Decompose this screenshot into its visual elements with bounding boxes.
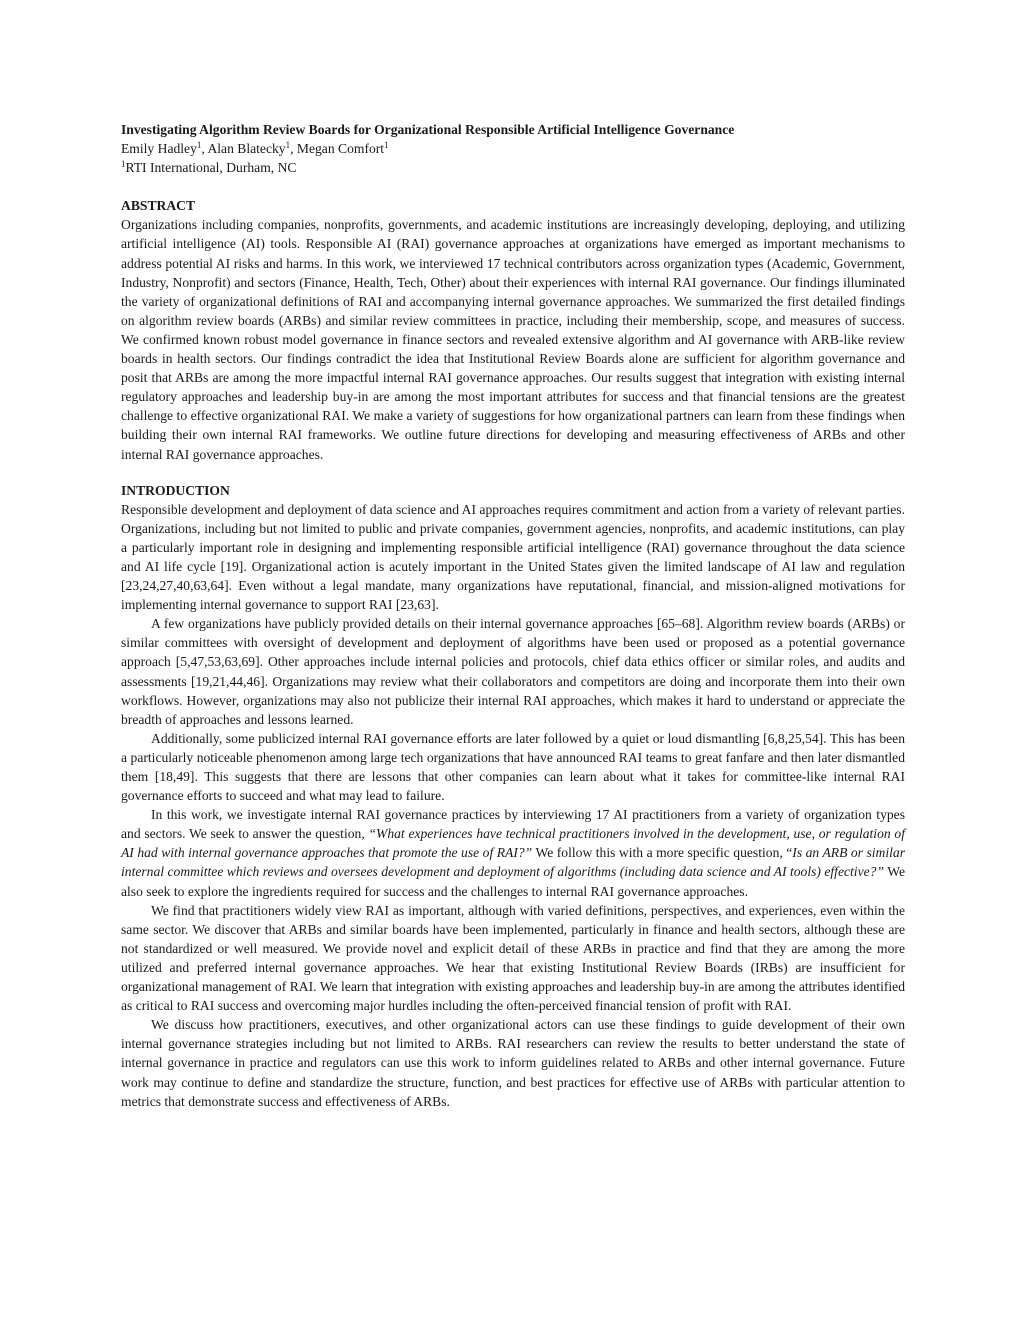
abstract-heading: ABSTRACT (121, 198, 196, 214)
author-affiliation-marker: 1 (285, 140, 291, 151)
paragraph-text: We also seek to explore the ingredients required for success and the challenges to internal RAI governance approaches. (121, 864, 905, 899)
author-affiliation-marker: 1 (196, 140, 202, 151)
intro-paragraph-1: Responsible development and deployment of data science and AI approaches requires commitment and action from a variety of relevant parties. Organizations, including but not limited to public and private companies, government agencies, nonprofits, and academic institutions, can play a particularly important role in designing and implementing responsible artificial intelligence (RAI) governance throughout the data science and AI life cycle [19]. Organizational action is acutely important in the United States given the limited landscape of AI law and regulation [23,24,27,40,63,64]. Even without a legal mandate, many organizations have reputational, financial, and mission-aligned motivations for implementing internal governance to support RAI [23,63]. (121, 501, 905, 613)
introduction-heading: INTRODUCTION (121, 482, 230, 498)
intro-paragraph-5: We find that practitioners widely view RAI as important, although with varied definitions, perspectives, and experiences, even within the same sector. We discover that ARBs and similar boards have been implemented, particularly in finance and health sectors, although these are not standardized or well measured. We provide novel and explicit detail of these ARBs in practice and find that they are among the more utilized and preferred internal governance approaches. We hear that existing Institutional Review Boards (IRBs) are insufficient for organizational management of RAI. We learn that integration with existing approaches and leadership buy-in are among the attributes identified as critical to RAI success and overcoming major hurdles including the often-perceived financial tension of profit with RAI. (121, 902, 905, 1014)
spacer (121, 177, 905, 196)
abstract-text: Organizations including companies, nonprofits, governments, and academic institutions are increasingly developing, deploying, and utilizing artificial intelligence (AI) tools. Responsible AI (RAI) governance approaches at organizations have emerged as important mechanisms to address potential AI risks and harms. In this work, we interviewed 17 technical contributors across organization types (Academic, Government, Industry, Nonprofit) and sectors (Finance, Health, Tech, Other) about their experiences with internal RAI governance. Our findings illuminated the variety of organizational definitions of RAI and accompanying internal governance approaches. We summarized the first detailed findings on algorithm review boards (ARBs) and similar review committees in practice, including their membership, scope, and measures of success. We confirmed known robust model governance in finance sectors and revealed extensive algorithm and AI governance with ARB-like review boards in health sectors. Our findings contradict the idea that Institutional Review Boards alone are sufficient for algorithm governance and posit that ARBs are among the more impactful internal RAI governance approaches. Our results suggest that integration with existing internal regulatory approaches and leadership buy-in are among the most important attributes for success and that financial tensions are the greatest challenge to effective organizational RAI. We make a variety of suggestions for how organizational partners can learn from these findings when building their own internal RAI frameworks. We outline future directions for developing and measuring effectiveness of ARBs and other internal RAI governance approaches. (121, 217, 905, 462)
spacer (121, 464, 905, 481)
intro-paragraph-2: A few organizations have publicly provided details on their internal governance approaches [65–68]. Algorithm review boards (ARBs) or similar committees with oversight of development and deployment of algorithms have been used or proposed as a potential governance approach [5,47,53,63,69]. Other approaches include internal policies and protocols, chief data ethics officer or similar roles, and audits and assessments [19,21,44,46]. Organizations may review what their collaborators and competitors are doing and incorporate them into their own workflows. However, organizations may also not publicize their internal RAI approaches, which makes it hard to understand or appreciate the breadth of approaches and lessons learned. (121, 616, 905, 727)
paper-page (121, 120, 905, 1111)
affiliation-marker: 1 (121, 159, 126, 170)
paragraph-text: We follow this with a more specific question, “ (532, 845, 793, 861)
author-list (121, 139, 905, 158)
affiliation-text: RTI International, Durham, NC (125, 160, 297, 176)
author-separator: , (290, 141, 297, 157)
author-separator: , (201, 141, 208, 157)
author-name: Alan Blatecky (207, 141, 286, 157)
intro-paragraph-6: We discuss how practitioners, executives, and other organizational actors can use these findings to guide development of their own internal governance strategies including but not limited to ARBs. RAI researchers can review the results to better understand the state of internal governance in practice and regulators can use this work to inform guidelines related to ARBs and other internal governance. Future work may continue to define and standardize the structure, function, and best practices for effective use of ARBs with particular attention to metrics that demonstrate success and effectiveness of ARBs. (121, 1017, 905, 1109)
author-name: Emily Hadley (121, 141, 197, 157)
research-question-1: “What experiences have technical practitioners involved in the development, use, or regulation of AI had with internal governance approaches that promote the use of RAI?” (121, 826, 905, 861)
author-name: Megan Comfort (296, 141, 385, 157)
intro-paragraph-3: Additionally, some publicized internal RAI governance efforts are later followed by a quiet or loud dismantling [6,8,25,54]. This has been a particularly noticeable phenomenon among large tech organizations that have announced RAI teams to great fanfare and then later dismantled them [18,49]. This suggests that there are lessons that other companies can learn about what it takes for committee-like internal RAI governance efforts to succeed and what may lead to failure. (121, 730, 905, 804)
paragraph-text: In this work, we investigate internal RAI governance practices by interviewing 17 AI practitioners from a variety of organization types and sectors. We seek to answer the question, (121, 807, 905, 842)
paper-title: Investigating Algorithm Review Boards for Organizational Responsible Artificial Intelligence Governance (121, 122, 735, 137)
intro-paragraph-4 (121, 805, 905, 900)
author-affiliation-marker: 1 (384, 140, 389, 151)
affiliation (121, 158, 905, 177)
research-question-2: Is an ARB or similar internal committee which reviews and oversees development and deployment of algorithms (including data science and AI tools) effective?” (121, 845, 905, 880)
